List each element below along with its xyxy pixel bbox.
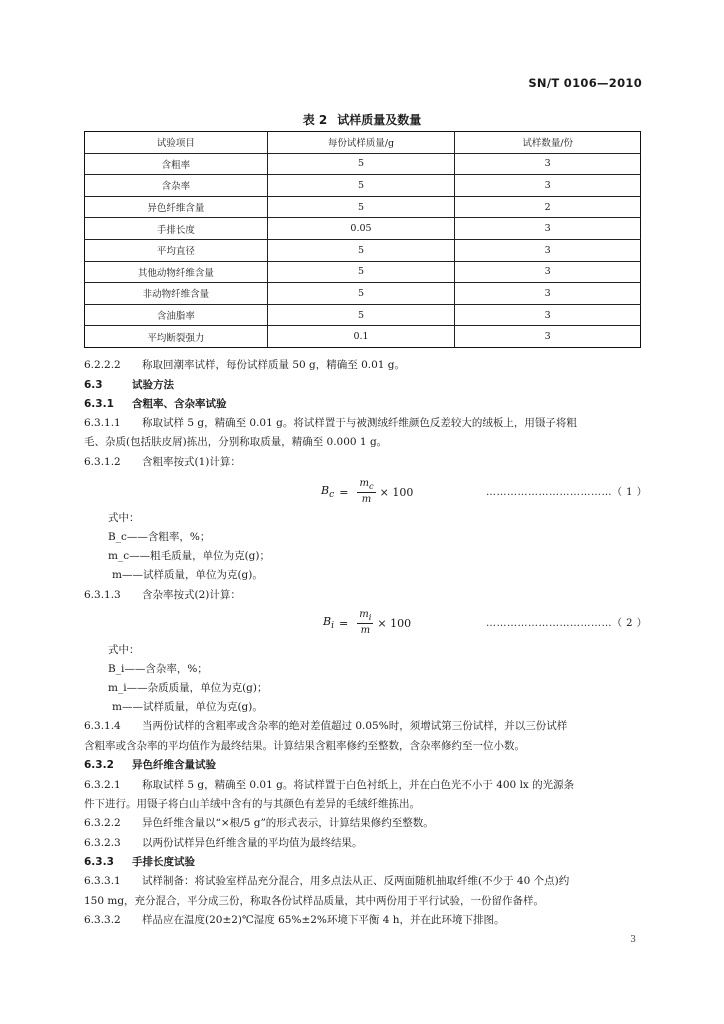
table-cell: 3 [455, 283, 641, 305]
table-cell: 含油脂率 [85, 304, 268, 326]
symbol-definition: m——试样质量，单位为克(g)。 [112, 701, 263, 713]
table-header-row [85, 132, 641, 154]
multiplier: × 100 [379, 485, 414, 499]
equation-number-2: ………………………………（ 2 ） [486, 618, 648, 629]
clause-text: 称取试样 5 g，精确至 0.01 g。将试样置于白色衬纸上，并在白色光不小于 400 lx 的光源条 [142, 779, 575, 791]
clause-text: 试样制备：将试验室样品充分混合，用多点法从正、反两面随机抽取纤维(不少于 40 个点)约 [142, 875, 570, 887]
fraction: $\frac{m_c}{m}$ [359, 478, 374, 505]
formula-lhs: $B_c$ [321, 483, 335, 501]
page-number: 3 [630, 935, 636, 945]
table-cell: 5 [267, 304, 455, 326]
clause-text: 含粗率按式(1)计算： [142, 456, 241, 468]
table-cell: 5 [267, 239, 455, 261]
formula-2 [323, 609, 411, 637]
standard-code: SN/T 0106—2010 [528, 76, 642, 90]
clause-number: 6.3.2.2 [84, 817, 121, 829]
section-number: 6.3 [84, 379, 103, 391]
section-number: 6.3.2 [84, 759, 114, 771]
table-cell: 2 [455, 196, 641, 218]
clause-6-3-2-3 [84, 836, 363, 850]
clause-6-3-3-1-cont: 150 mg，充分混合，平分成三份，称取各份试样品质量，其中两份用于平行试验，一份留作备样。 [84, 895, 545, 907]
clause-6-3-2-1 [84, 778, 574, 792]
table-row [85, 283, 641, 305]
column-header: 试样数量/份 [455, 132, 641, 154]
table-row [85, 239, 641, 261]
table-cell: 其他动物纤维含量 [85, 261, 268, 283]
table-cell: 非动物纤维含量 [85, 283, 268, 305]
section-6-3-2-heading [84, 758, 216, 772]
table-cell: 3 [455, 239, 641, 261]
table-row [85, 326, 641, 348]
table-title [0, 111, 724, 128]
table-row [85, 175, 641, 197]
table-cell: 手排长度 [85, 218, 268, 240]
clause-text: 含杂率按式(2)计算： [142, 589, 241, 601]
clause-number: 6.3.2.1 [84, 779, 121, 791]
table-row [85, 261, 641, 283]
table-cell: 3 [455, 304, 641, 326]
equation-number-1: ………………………………（ 1 ） [486, 487, 648, 498]
clause-6-2-2-2 [84, 358, 405, 372]
clause-text: 当两份试样的含粗率或含杂率的绝对差值超过 0.05%时，须增试第三份试样，并以三份试样 [142, 720, 568, 732]
clause-number: 6.3.1.4 [84, 720, 121, 732]
column-header: 每份试样质量/g [267, 132, 455, 154]
clause-6-3-1-1 [84, 416, 577, 430]
clause-number: 6.2.2.2 [84, 359, 121, 371]
table-cell: 含粗率 [85, 153, 268, 175]
clause-number: 6.3.1.3 [84, 589, 121, 601]
table-caption: 试样质量及数量 [337, 113, 422, 127]
table-row [85, 218, 641, 240]
clause-6-3-2-1-cont: 件下进行。用镊子将白山羊绒中含有的与其颜色有差异的毛绒纤维拣出。 [84, 798, 420, 810]
where-label: 式中： [108, 644, 140, 656]
sample-mass-table [84, 131, 641, 348]
table-row [85, 304, 641, 326]
clause-text: 异色纤维含量以“×根/5 g”的形式表示，计算结果修约至整数。 [142, 817, 434, 829]
fraction: $\frac{m_i}{m}$ [359, 609, 372, 636]
clause-6-3-1-1-cont: 毛、杂质(包括肤皮屑)拣出，分别称取质量，精确至 0.000 1 g。 [84, 436, 388, 448]
table-cell: 3 [455, 218, 641, 240]
table-cell: 5 [267, 196, 455, 218]
clause-number: 6.3.3.2 [84, 914, 121, 926]
clause-6-3-1-2 [84, 455, 241, 469]
table-cell: 3 [455, 261, 641, 283]
table-row [85, 196, 641, 218]
symbol-definition: m_c——粗毛质量，单位为克(g)； [108, 550, 271, 562]
table-number: 表 2 [302, 113, 328, 127]
table-cell: 5 [267, 175, 455, 197]
clause-number: 6.3.2.3 [84, 837, 121, 849]
clause-6-3-1-4-cont: 含粗率或含杂率的平均值作为最终结果。计算结果含粗率修约至整数，含杂率修约至一位小数。 [84, 740, 525, 752]
section-number: 6.3.1 [84, 398, 114, 410]
clause-text: 称取回潮率试样，每份试样质量 50 g，精确至 0.01 g。 [142, 359, 406, 371]
symbol-definition: B_c——含粗率，%； [108, 531, 211, 543]
clause-number: 6.3.1.1 [84, 417, 121, 429]
multiplier: × 100 [377, 616, 412, 630]
table-cell: 5 [267, 153, 455, 175]
clause-6-3-2-2 [84, 816, 434, 830]
clause-text: 样品应在温度(20±2)℃湿度 65%±2%环境下平衡 4 h，并在此环境下排图。 [142, 914, 505, 926]
table-cell: 平均断裂强力 [85, 326, 268, 348]
table-cell: 3 [455, 153, 641, 175]
equals-sign: = [339, 485, 349, 499]
where-label: 式中： [108, 512, 140, 524]
clause-6-3-3-2 [84, 913, 505, 927]
clause-6-3-1-3 [84, 588, 241, 602]
symbol-definition: m——试样质量，单位为克(g)。 [112, 569, 263, 581]
clause-number: 6.3.1.2 [84, 456, 121, 468]
symbol-definition: m_i——杂质质量，单位为克(g)； [108, 682, 268, 694]
clause-6-3-1-4 [84, 719, 567, 733]
clause-text: 以两份试样异色纤维含量的平均值为最终结果。 [142, 837, 363, 849]
table-cell: 异色纤维含量 [85, 196, 268, 218]
clause-6-3-3-1 [84, 874, 569, 888]
formula-lhs: $B_i$ [323, 614, 335, 632]
table-cell: 3 [455, 326, 641, 348]
table-cell: 0.1 [267, 326, 455, 348]
section-6-3-1-heading [84, 397, 227, 411]
section-number: 6.3.3 [84, 856, 114, 868]
symbol-definition: B_i——含杂率，%； [108, 663, 208, 675]
clause-number: 6.3.3.1 [84, 875, 121, 887]
table-cell: 3 [455, 175, 641, 197]
formula-1 [321, 478, 413, 506]
table-cell: 含杂率 [85, 175, 268, 197]
table-cell: 5 [267, 283, 455, 305]
section-6-3-heading [84, 378, 174, 392]
section-title: 含粗率、含杂率试验 [132, 398, 227, 410]
table-cell: 5 [267, 261, 455, 283]
equals-sign: = [339, 616, 349, 630]
table-cell: 0.05 [267, 218, 455, 240]
section-title: 试验方法 [132, 379, 174, 391]
table-row [85, 153, 641, 175]
table-cell: 平均直径 [85, 239, 268, 261]
section-title: 异色纤维含量试验 [132, 759, 216, 771]
column-header: 试验项目 [85, 132, 268, 154]
section-6-3-3-heading [84, 855, 195, 869]
section-title: 手排长度试验 [132, 856, 195, 868]
clause-text: 称取试样 5 g，精确至 0.01 g。将试样置于与被测绒纤维颜色反差较大的绒板上，用镊子将粗 [142, 417, 577, 429]
